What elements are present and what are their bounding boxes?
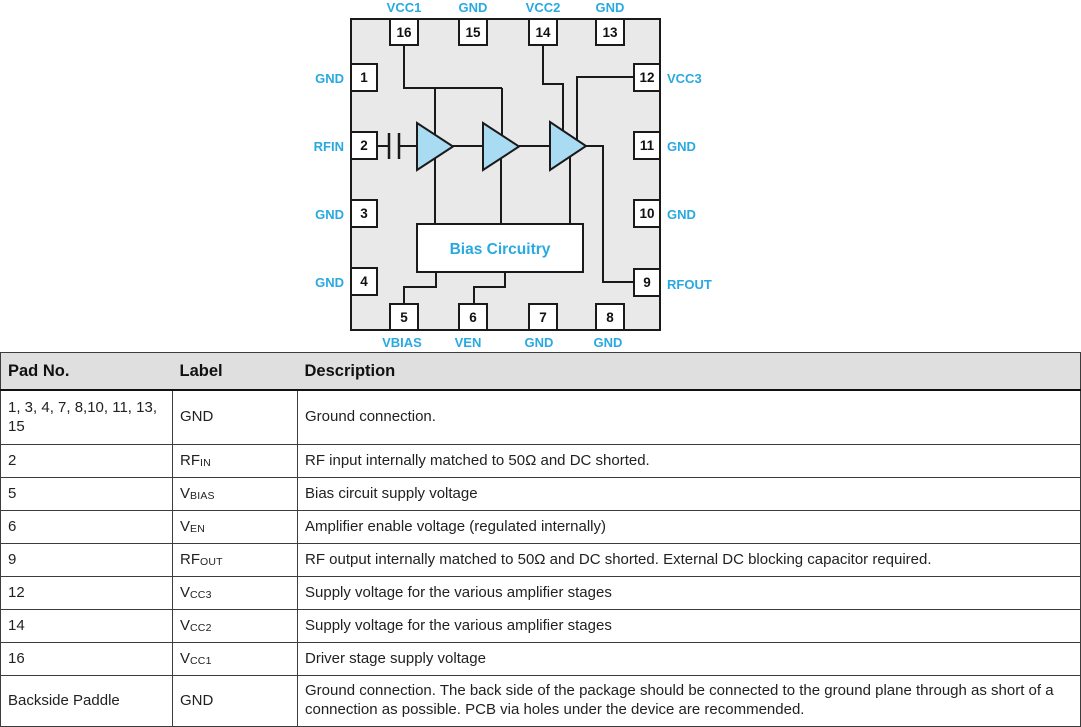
table-row: [1, 577, 1081, 610]
label-cell: VBIAS: [173, 478, 298, 511]
net-label-ven: VEN: [454, 335, 482, 350]
pad-cell: 5: [1, 478, 173, 511]
description-cell: Ground connection.: [298, 390, 1081, 445]
net-label-gnd-11: GND: [667, 139, 696, 154]
label-cell: RFIN: [173, 445, 298, 478]
pin-number-15: 15: [465, 25, 481, 40]
pad-cell: 9: [1, 544, 173, 577]
pad-cell: 1, 3, 4, 7, 8,10, 11, 13, 15: [1, 390, 173, 445]
table-row: [1, 676, 1081, 727]
label-cell: VEN: [173, 511, 298, 544]
label-cell: RFOUT: [173, 544, 298, 577]
net-label-vcc2: VCC2: [525, 0, 561, 15]
net-label-gnd-4: GND: [315, 275, 344, 290]
header-pad-no: Pad No.: [1, 353, 173, 391]
label-cell: VCC2: [173, 610, 298, 643]
pin-number-13: 13: [602, 25, 618, 40]
pad-description-table: [0, 352, 1081, 727]
pin-number-3: 3: [360, 206, 368, 221]
pin-number-16: 16: [396, 25, 412, 40]
bias-circuitry-label: Bias Circuitry: [449, 241, 551, 258]
table-row: [1, 390, 1081, 445]
pad-cell: 16: [1, 643, 173, 676]
table-header-row: [1, 353, 1081, 391]
pin-number-4: 4: [360, 274, 368, 289]
header-description: Description: [298, 353, 1081, 391]
net-label-gnd-3: GND: [315, 207, 344, 222]
net-label-vcc1: VCC1: [386, 0, 422, 15]
description-cell: Driver stage supply voltage: [298, 643, 1081, 676]
table-row: [1, 511, 1081, 544]
description-cell: RF input internally matched to 50Ω and DC shorted.: [298, 445, 1081, 478]
table-row: [1, 544, 1081, 577]
pin-number-12: 12: [639, 70, 655, 85]
pin-number-7: 7: [539, 310, 547, 325]
pin-number-11: 11: [639, 138, 655, 153]
description-cell: Supply voltage for the various amplifier stages: [298, 610, 1081, 643]
pad-cell: Backside Paddle: [1, 676, 173, 727]
description-cell: Bias circuit supply voltage: [298, 478, 1081, 511]
net-label-gnd-15: GND: [458, 0, 488, 15]
description-cell: Supply voltage for the various amplifier stages: [298, 577, 1081, 610]
net-label-gnd-7: GND: [524, 335, 554, 350]
pad-cell: 14: [1, 610, 173, 643]
pad-cell: 12: [1, 577, 173, 610]
description-cell: Ground connection. The back side of the package should be connected to the ground plane through as short of a connection as possible. PCB via holes under the device are recommended.: [298, 676, 1081, 727]
description-cell: RF output internally matched to 50Ω and DC shorted. External DC blocking capacitor required.: [298, 544, 1081, 577]
net-label-rfout: RFOUT: [667, 277, 712, 292]
net-label-vbias: VBIAS: [382, 335, 422, 350]
header-label: Label: [173, 353, 298, 391]
pad-cell: 2: [1, 445, 173, 478]
table-row: [1, 643, 1081, 676]
description-cell: Amplifier enable voltage (regulated internally): [298, 511, 1081, 544]
net-label-gnd-13: GND: [595, 0, 625, 15]
pad-cell: 6: [1, 511, 173, 544]
pin-number-8: 8: [606, 310, 614, 325]
label-cell: VCC3: [173, 577, 298, 610]
label-cell: GND: [173, 390, 298, 445]
label-cell: VCC1: [173, 643, 298, 676]
net-label-gnd-1: GND: [315, 71, 344, 86]
table-row: [1, 478, 1081, 511]
pin-number-2: 2: [360, 138, 368, 153]
functional-block-diagram: [0, 0, 1080, 352]
net-label-gnd-8: GND: [593, 335, 623, 350]
table-row: [1, 610, 1081, 643]
net-label-vcc3: VCC3: [667, 71, 702, 86]
net-label-rfin: RFIN: [313, 139, 344, 154]
label-cell: GND: [173, 676, 298, 727]
pin-number-5: 5: [400, 310, 408, 325]
pin-number-6: 6: [469, 310, 477, 325]
pin-number-1: 1: [360, 70, 368, 85]
pin-number-14: 14: [535, 25, 551, 40]
table-row: [1, 445, 1081, 478]
net-label-gnd-10: GND: [667, 207, 696, 222]
pin-number-10: 10: [639, 206, 655, 221]
pin-diagram-svg: [0, 0, 1080, 352]
pin-number-9: 9: [643, 275, 651, 290]
